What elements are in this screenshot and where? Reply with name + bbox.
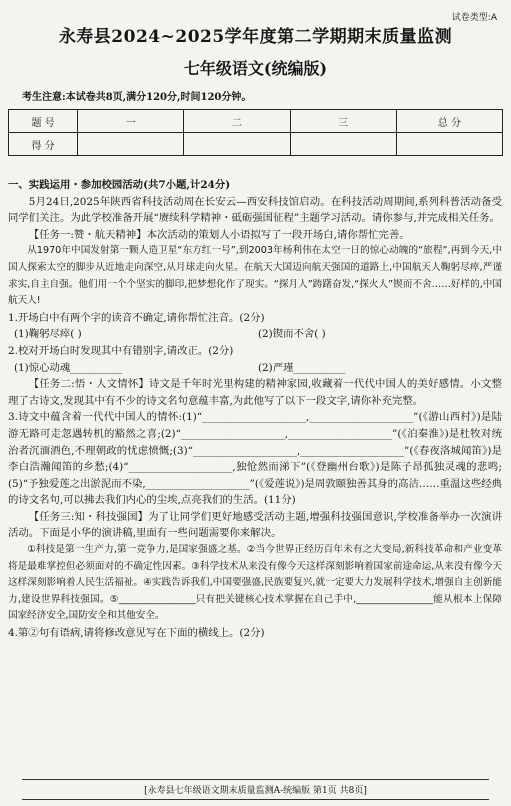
exam-subtitle: 七年级语文(统编版) [183, 59, 328, 78]
score-row-label: 得 分 [9, 133, 78, 156]
score-header-cell: 三 [290, 110, 396, 133]
question-1-answers [8, 326, 502, 343]
score-header-cell: 一 [78, 110, 184, 133]
exam-notice: 考生注意:本试卷共8页,满分120分,时间120分钟。 [22, 92, 252, 103]
task-one-heading: 【任务一:赞・航天精神】本次活动的策划人小语拟写了一段开场白,请你帮忙完善。 [28, 228, 410, 241]
exam-title: 永寿县2024~2025学年度第二学期期末质量监测 [58, 27, 453, 47]
speech-passage: ①科技是第一生产力,第一竞争力,是国家强盛之基。②当今世界正经历百年未有之大变局,新科技革命和产业变革将是最难掌控但必须面对的不确定性因素。③科学技术从来没有像今天这样深刻影响着国家前途命运,从来没有像今天这样深刻影响着人民生活福祉。④实践告诉我们,中国要强盛,民族要复兴,就一定要大力发展科学技术,增强自主创新能力,建设世界科技强国。⑤________________只有把关键核心技术掌握在自己手中,________________能从根本上保障国家经济安全,国防安全和其他安全。 [8, 544, 502, 622]
score-table [8, 109, 503, 156]
score-table-score-row [9, 133, 503, 156]
question-4: 4.第②句有语病,请将修改意见写在下面的横线上。(2分) [8, 627, 265, 640]
question-1: 1.开场白中有两个字的读音不确定,请你帮忙注音。(2分) [8, 311, 265, 324]
question-2-answers [8, 360, 502, 377]
question-2-item-b[interactable]: (2)严瑾__________ [258, 361, 346, 374]
score-header-cell: 题 号 [9, 110, 78, 133]
score-header-cell: 总 分 [396, 110, 502, 133]
section-intro: 5月24日,2025年陕西省科技活动周在长安云—西安科技馆启动。在科技活动周期间,系列科普活动备受同学们关注。为此学校准备开展“赓续科学精神・砥砺强国征程”主题学习活动。请你参与,并完成相关任务。 [8, 195, 502, 225]
question-2-item-a[interactable]: (1)惊心动魂__________ [14, 361, 123, 374]
task-two-heading: 【任务二:悟・人文情怀】诗文是千年时光里构建的精神家园,收藏着一代代中国人的美好感情。小文整理了古诗文,发现其中有不少的诗文名句意蕴丰富,为此他写了以下一段文字,请你补充完整。 [8, 378, 502, 407]
section-one [8, 177, 502, 642]
section-heading: 一、实践运用・参加校园活动(共7小题,计24分) [8, 179, 231, 191]
question-1-item-b[interactable]: (2)锲而不舍( ) [258, 328, 326, 341]
score-input-cell[interactable] [78, 133, 184, 156]
paper-type-label: 试卷类型:A [451, 13, 497, 23]
task-three-heading: 【任务三:知・科技强国】为了让同学们更好地感受活动主题,增强科技强国意识,学校准备举办一次演讲活动。下面是小华的演讲稿,里面有一些问题需要你来解决。 [8, 510, 502, 540]
question-1-item-a[interactable]: (1)鞠躬尽瘁( ) [14, 328, 82, 341]
question-3[interactable]: 3.诗文中蕴含着一代代中国人的情怀:(1)“____________________,____________________”(《游山西村》)是陆游无路可走忽遇转机的豁然之喜;(2)“____________________,____________________”(《泊秦淮》)是杜牧对统治者沉湎酒色,不理朝政的忧虑愤慨;(3)“____________________,____________________”(《春夜洛城闻笛》)是李白浩瀚闻笛的乡愁;(4)“____________________,独怆然而涕下”(《登幽州台歌》)是陈子昂孤独灵魂的悲鸣;(5)“予独爱莲之出淤泥而不染,____________________”(《爱莲说》)是周敦颐独善其身的高洁……重温这些经典的诗文名句,可以拂去我们内心的尘埃,点亮我们的生活。(11分) [8, 411, 502, 507]
score-input-cell[interactable] [396, 133, 502, 156]
opening-passage: 从1970年中国发射第一颗人造卫星“东方红一号”,到2003年杨利伟在太空一日的惊心动魄的“旅程”,再到今天,中国人探索太空的脚步从近地走向深空,从月球走向火星。在航天大国迈向航天强国的道路上,中国航天人鞠躬尽瘁,严谨求实,自主自强。他们用一个个坚实的脚印,把梦想化作了现实。“探月人”踌躇奋发,“探火人”锲而不舍……好样的,中国航天人! [8, 245, 502, 307]
page-footer: [永寿县七年级语文期末质量监测A-统编版 第1页 共8页] [22, 779, 489, 800]
score-header-cell: 二 [184, 110, 290, 133]
score-table-header-row [9, 110, 503, 133]
question-2: 2.校对开场白时发现其中有错别字,请改正。(2分) [8, 344, 234, 357]
score-input-cell[interactable] [290, 133, 396, 156]
score-input-cell[interactable] [184, 133, 290, 156]
